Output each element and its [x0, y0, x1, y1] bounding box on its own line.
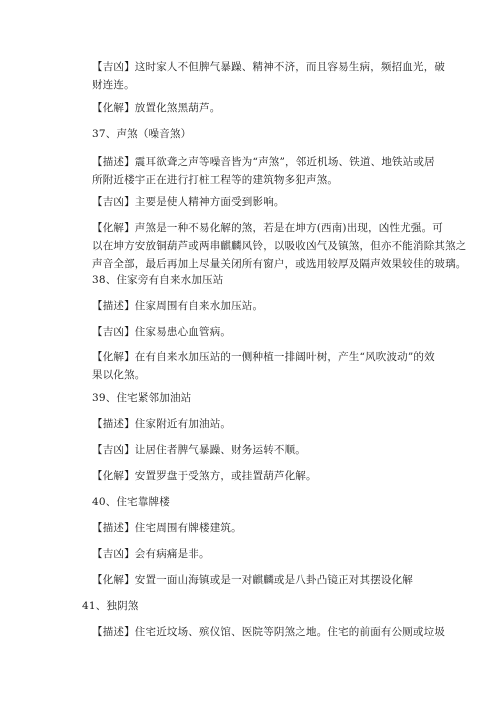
text-line: 【化解】在有自来水加压站的一侧种植一排阔叶树，产生“风吹波动”的效	[92, 351, 435, 363]
text-line: 【描述】住宅近坟场、殡仪馆、医院等阴煞之地。住宅的前面有公厕或垃圾	[92, 626, 446, 638]
paragraph-miaoshu-39	[92, 415, 422, 433]
text-line: 38、住家旁有自来水加压站	[92, 274, 224, 286]
text-line: 【吉凶】这时家人不但脾气暴躁、精神不济，而且容易生病，频招血光，破	[92, 61, 446, 73]
text-line: 【吉凶】主要是使人精神方面受到影响。	[92, 196, 285, 208]
paragraph-jixiong-38	[92, 323, 422, 341]
section-heading-39	[92, 389, 422, 407]
paragraph-jixiong-1	[92, 58, 446, 94]
text-line: 果以化煞。	[92, 369, 146, 381]
section-heading-41	[82, 597, 412, 615]
paragraph-huajie-1	[92, 99, 422, 117]
text-line: 【吉凶】会有病痛是非。	[92, 548, 210, 560]
text-line: 【描述】住宅周围有牌楼建筑。	[92, 522, 242, 534]
paragraph-miaoshu-38	[92, 297, 422, 315]
text-line: 【化解】放置化煞黑葫芦。	[92, 102, 221, 114]
text-line: 声音全部，最后再加上尽量关闭所有窗户，或选用较厚及隔声效果较佳的玻璃。	[92, 258, 467, 270]
text-line: 【化解】声煞是一种不易化解的煞，若是在坤方(西南)出现，凶性尤强。可	[92, 222, 443, 234]
text-line: 40、住宅靠牌楼	[92, 496, 170, 508]
text-line: 【描述】住家附近有加油站。	[92, 418, 232, 430]
paragraph-jixiong-40	[92, 545, 422, 563]
paragraph-huajie-38	[92, 348, 435, 384]
text-line: 【吉凶】让居住者脾气暴躁、财务运转不顺。	[92, 444, 306, 456]
text-line: 【描述】震耳欲聋之声等噪音皆为“声煞”，邻近机场、铁道、地铁站或居	[92, 156, 435, 168]
text-line: 以在坤方安放铜葫芦或两串麒麟风铃，以吸收凶气及镇煞，但亦不能消除其煞之	[92, 240, 467, 252]
paragraph-jixiong-39	[92, 441, 422, 459]
text-line: 37、声煞（噪音煞）	[92, 128, 192, 140]
paragraph-huajie-39	[92, 467, 422, 485]
text-line: 【化解】安置罗盘于受煞方，或挂置葫芦化解。	[92, 470, 317, 482]
paragraph-huajie-40	[92, 571, 422, 589]
text-line: 【吉凶】住家易患心血管病。	[92, 326, 232, 338]
section-heading-40	[92, 493, 422, 511]
paragraph-miaoshu-37	[92, 153, 435, 189]
text-line: 【描述】住家周围有自来水加压站。	[92, 300, 264, 312]
section-heading-37	[92, 125, 422, 143]
paragraph-miaoshu-41	[92, 623, 446, 641]
text-line: 【化解】安置一面山海镇或是一对麒麟或是八卦凸镜正对其摆设化解	[92, 574, 413, 586]
text-line: 所附近楼宇正在进行打桩工程等的建筑物多犯声煞。	[92, 174, 339, 186]
text-line: 41、独阴煞	[82, 600, 139, 612]
paragraph-jixiong-37	[92, 193, 422, 211]
paragraph-huajie-37	[92, 219, 467, 273]
paragraph-miaoshu-40	[92, 519, 422, 537]
section-heading-38	[92, 271, 422, 289]
text-line: 39、住宅紧邻加油站	[92, 392, 192, 404]
text-line: 财连连。	[92, 79, 135, 91]
